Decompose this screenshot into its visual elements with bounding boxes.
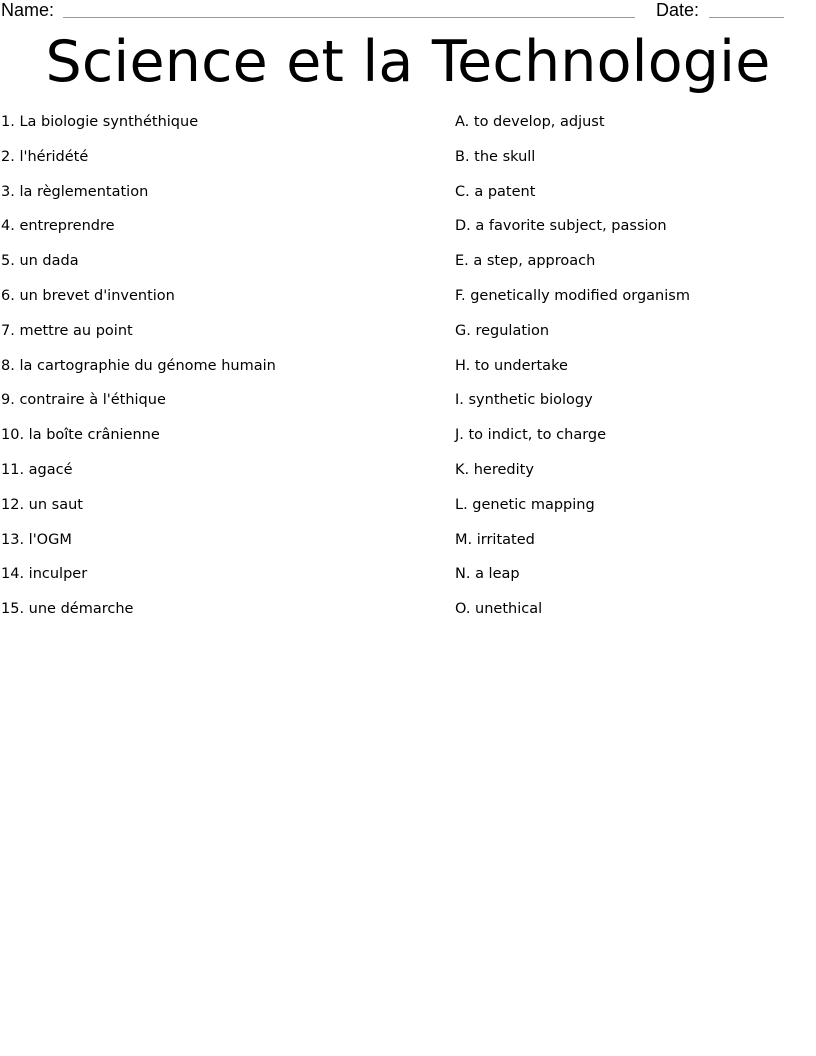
term-item: 6. un brevet d'invention (1, 287, 175, 304)
term-item: 2. l'héridété (1, 148, 89, 165)
name-label: Name: (1, 0, 55, 20)
term-item: 8. la cartographie du génome humain (1, 357, 276, 374)
term-item: 5. un dada (1, 253, 79, 270)
definition-item: O. unethical (455, 601, 543, 618)
term-item: 3. la règlementation (1, 183, 149, 200)
page-title: Science et la Technologie (45, 29, 771, 95)
definition-item: B. the skull (455, 148, 536, 165)
definition-item: A. to develop, adjust (455, 114, 605, 130)
definition-item: H. to undertake (455, 357, 568, 374)
definition-item: L. genetic mapping (455, 496, 595, 513)
definition-item: C. a patent (455, 183, 536, 200)
definition-item: F. genetically modified organism (455, 287, 690, 304)
definitions-list (455, 110, 805, 632)
definition-item: D. a favorite subject, passion (455, 218, 667, 235)
definition-item: J. to indict, to charge (455, 427, 607, 444)
term-item: 14. inculper (1, 566, 88, 583)
term-item: 1. La biologie synthéthique (1, 114, 199, 130)
definition-item: I. synthetic biology (455, 392, 593, 409)
term-item: 4. entreprendre (1, 218, 115, 235)
term-item: 13. l'OGM (1, 531, 72, 548)
date-blank-line (709, 17, 784, 18)
worksheet-header (0, 0, 816, 24)
date-label: Date: (656, 0, 700, 20)
definition-item: K. heredity (455, 461, 534, 478)
definition-item: E. a step, approach (455, 253, 596, 270)
term-item: 10. la boîte crânienne (1, 427, 160, 444)
term-item: 7. mettre au point (1, 322, 133, 339)
term-item: 11. agacé (1, 461, 73, 478)
definition-item: N. a leap (455, 566, 520, 583)
term-item: 15. une démarche (1, 601, 134, 618)
definition-item: M. irritated (455, 531, 535, 548)
term-item: 9. contraire à l'éthique (1, 392, 166, 409)
term-item: 12. un saut (1, 496, 83, 513)
definition-item: G. regulation (455, 322, 550, 339)
name-blank-line (63, 17, 635, 18)
terms-list (1, 110, 441, 632)
